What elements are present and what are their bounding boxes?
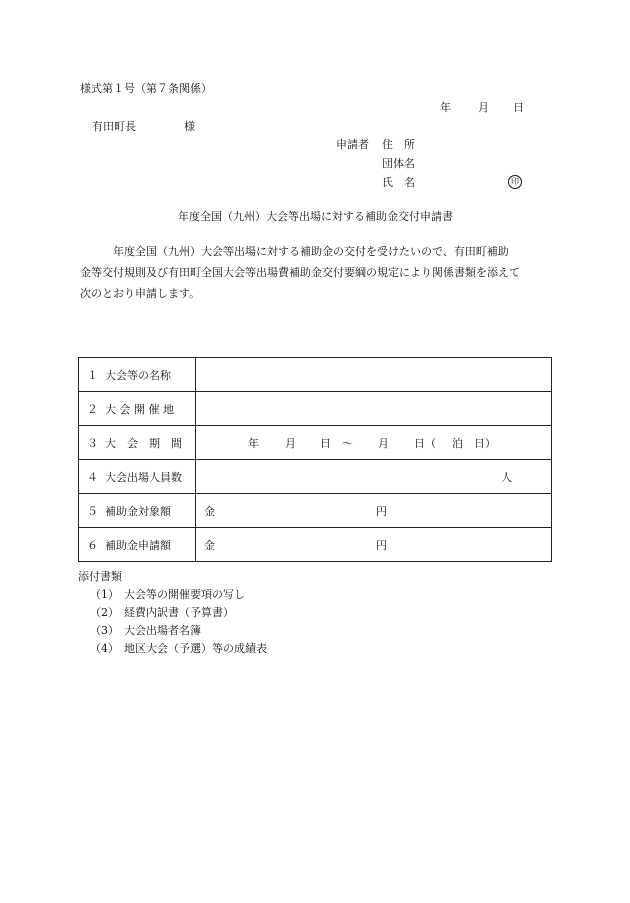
row-label: ５ 補助金対象額 xyxy=(79,494,196,528)
event-name-field[interactable] xyxy=(196,358,552,392)
period-nights: 泊 xyxy=(452,436,463,450)
application-table xyxy=(78,357,552,562)
list-item: （3） 大会出場者名簿 xyxy=(90,624,201,637)
date-day: 日 xyxy=(513,101,524,114)
table-row xyxy=(79,528,552,562)
period-day-1: 日 〜 xyxy=(320,436,353,450)
requested-amount-field[interactable] xyxy=(196,528,552,562)
row-label: １ 大会等の名称 xyxy=(79,358,196,392)
participants-field[interactable] xyxy=(196,460,552,494)
target-amount-field[interactable] xyxy=(196,494,552,528)
period-month-1: 月 xyxy=(285,436,296,450)
document-title: 年度全国（九州）大会等出場に対する補助金交付申請書 xyxy=(178,210,453,223)
row-label: ２ 大 会 開 催 地 xyxy=(79,392,196,426)
body-line-2: 金等交付規則及び有田町全国大会等出場費補助金交付要綱の規定により関係書類を添えて xyxy=(80,266,520,279)
row-label: ３ 大 会 期 間 xyxy=(79,426,196,460)
date-year: 年 xyxy=(440,101,451,114)
table-row xyxy=(79,392,552,426)
period-field[interactable] xyxy=(196,426,552,460)
requested-amount-unit: 円 xyxy=(376,538,387,552)
list-item: （2） 経費内訳書（予算書） xyxy=(90,606,234,619)
row-label: ６ 補助金申請額 xyxy=(79,528,196,562)
table-row xyxy=(79,426,552,460)
period-month-2: 月 xyxy=(378,436,389,450)
addressee-name: 有田町長 xyxy=(92,120,136,133)
row-label: ４ 大会出場人員数 xyxy=(79,460,196,494)
seal-mark: 印 xyxy=(508,175,522,189)
period-year: 年 xyxy=(248,436,259,450)
date-month: 月 xyxy=(478,101,489,114)
group-label: 団体名 xyxy=(382,157,415,170)
attachments-heading: 添付書類 xyxy=(78,570,122,583)
table-row xyxy=(79,358,552,392)
period-days: 日） xyxy=(474,436,496,450)
period-day-2: 日（ xyxy=(414,436,436,450)
table-row xyxy=(79,494,552,528)
venue-field[interactable] xyxy=(196,392,552,426)
body-paragraph xyxy=(80,241,550,304)
list-item: （4） 地区大会（予選）等の成績表 xyxy=(90,642,267,655)
requested-amount-prefix: 金 xyxy=(204,538,215,552)
body-line-1: 年度全国（九州）大会等出場に対する補助金の交付を受けたいので、有田町補助 xyxy=(80,245,509,258)
applicant-label: 申請者 xyxy=(336,138,369,151)
participants-unit: 人 xyxy=(501,470,512,484)
addressee-honorific: 様 xyxy=(184,120,195,133)
target-amount-unit: 円 xyxy=(376,504,387,518)
table-row xyxy=(79,460,552,494)
form-number: 様式第１号（第７条関係） xyxy=(80,82,212,95)
body-line-3: 次のとおり申請します。 xyxy=(80,287,201,300)
list-item: （1） 大会等の開催要項の写し xyxy=(90,588,245,601)
attachments-section xyxy=(78,568,267,658)
target-amount-prefix: 金 xyxy=(204,504,215,518)
name-label: 氏 名 xyxy=(382,176,415,189)
address-label: 住 所 xyxy=(382,138,415,151)
